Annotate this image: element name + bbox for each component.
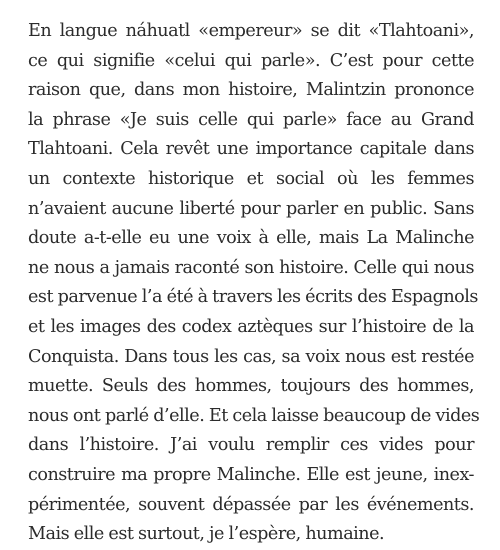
text-line-13: muette. Seuls des hommes, toujours des hommes, bbox=[28, 376, 474, 397]
text-line-17: périmentée, souvent dépassée par les événements. bbox=[28, 494, 474, 515]
text-paragraph bbox=[28, 17, 480, 550]
text-line-12: Conquista. Dans tous les cas, sa voix nous est restée bbox=[28, 346, 474, 367]
text-line-7: n’avaient aucune liberté pour parler en public. Sans bbox=[28, 198, 474, 219]
text-line-1: En langue náhuatl «empereur» se dit «Tlahtoani», bbox=[28, 21, 474, 41]
text-line-2: ce qui signifie «celui qui parle». C’est pour cette bbox=[28, 50, 474, 71]
text-line-6: un contexte historique et social où les femmes bbox=[28, 168, 474, 189]
text-line-11: et les images des codex aztèques sur l’histoire de la bbox=[28, 316, 474, 337]
text-line-5: Tlahtoani. Cela revêt une importance capitale dans bbox=[28, 139, 474, 160]
text-line-4: la phrase «Je suis celle qui parle» face au Grand bbox=[28, 109, 474, 130]
text-line-18: Mais elle est surtout, je l’espère, humaine. bbox=[28, 524, 385, 545]
text-line-15: dans l’histoire. J’ai voulu remplir ces vides pour bbox=[28, 435, 474, 456]
text-line-10: est parvenue l’a été à travers les écrits des Espagnols bbox=[28, 287, 478, 308]
text-line-14: nous ont parlé d’elle. Et cela laisse beaucoup de vides bbox=[28, 405, 480, 426]
text-line-3: raison que, dans mon histoire, Malintzin prononce bbox=[28, 80, 474, 101]
text-line-16: construire ma propre Malinche. Elle est jeune, inex- bbox=[28, 464, 474, 485]
text-line-8: doute a-t-elle eu une voix à elle, mais La Malinche bbox=[28, 228, 474, 249]
text-line-9: ne nous a jamais raconté son histoire. Celle qui nous bbox=[28, 257, 474, 278]
